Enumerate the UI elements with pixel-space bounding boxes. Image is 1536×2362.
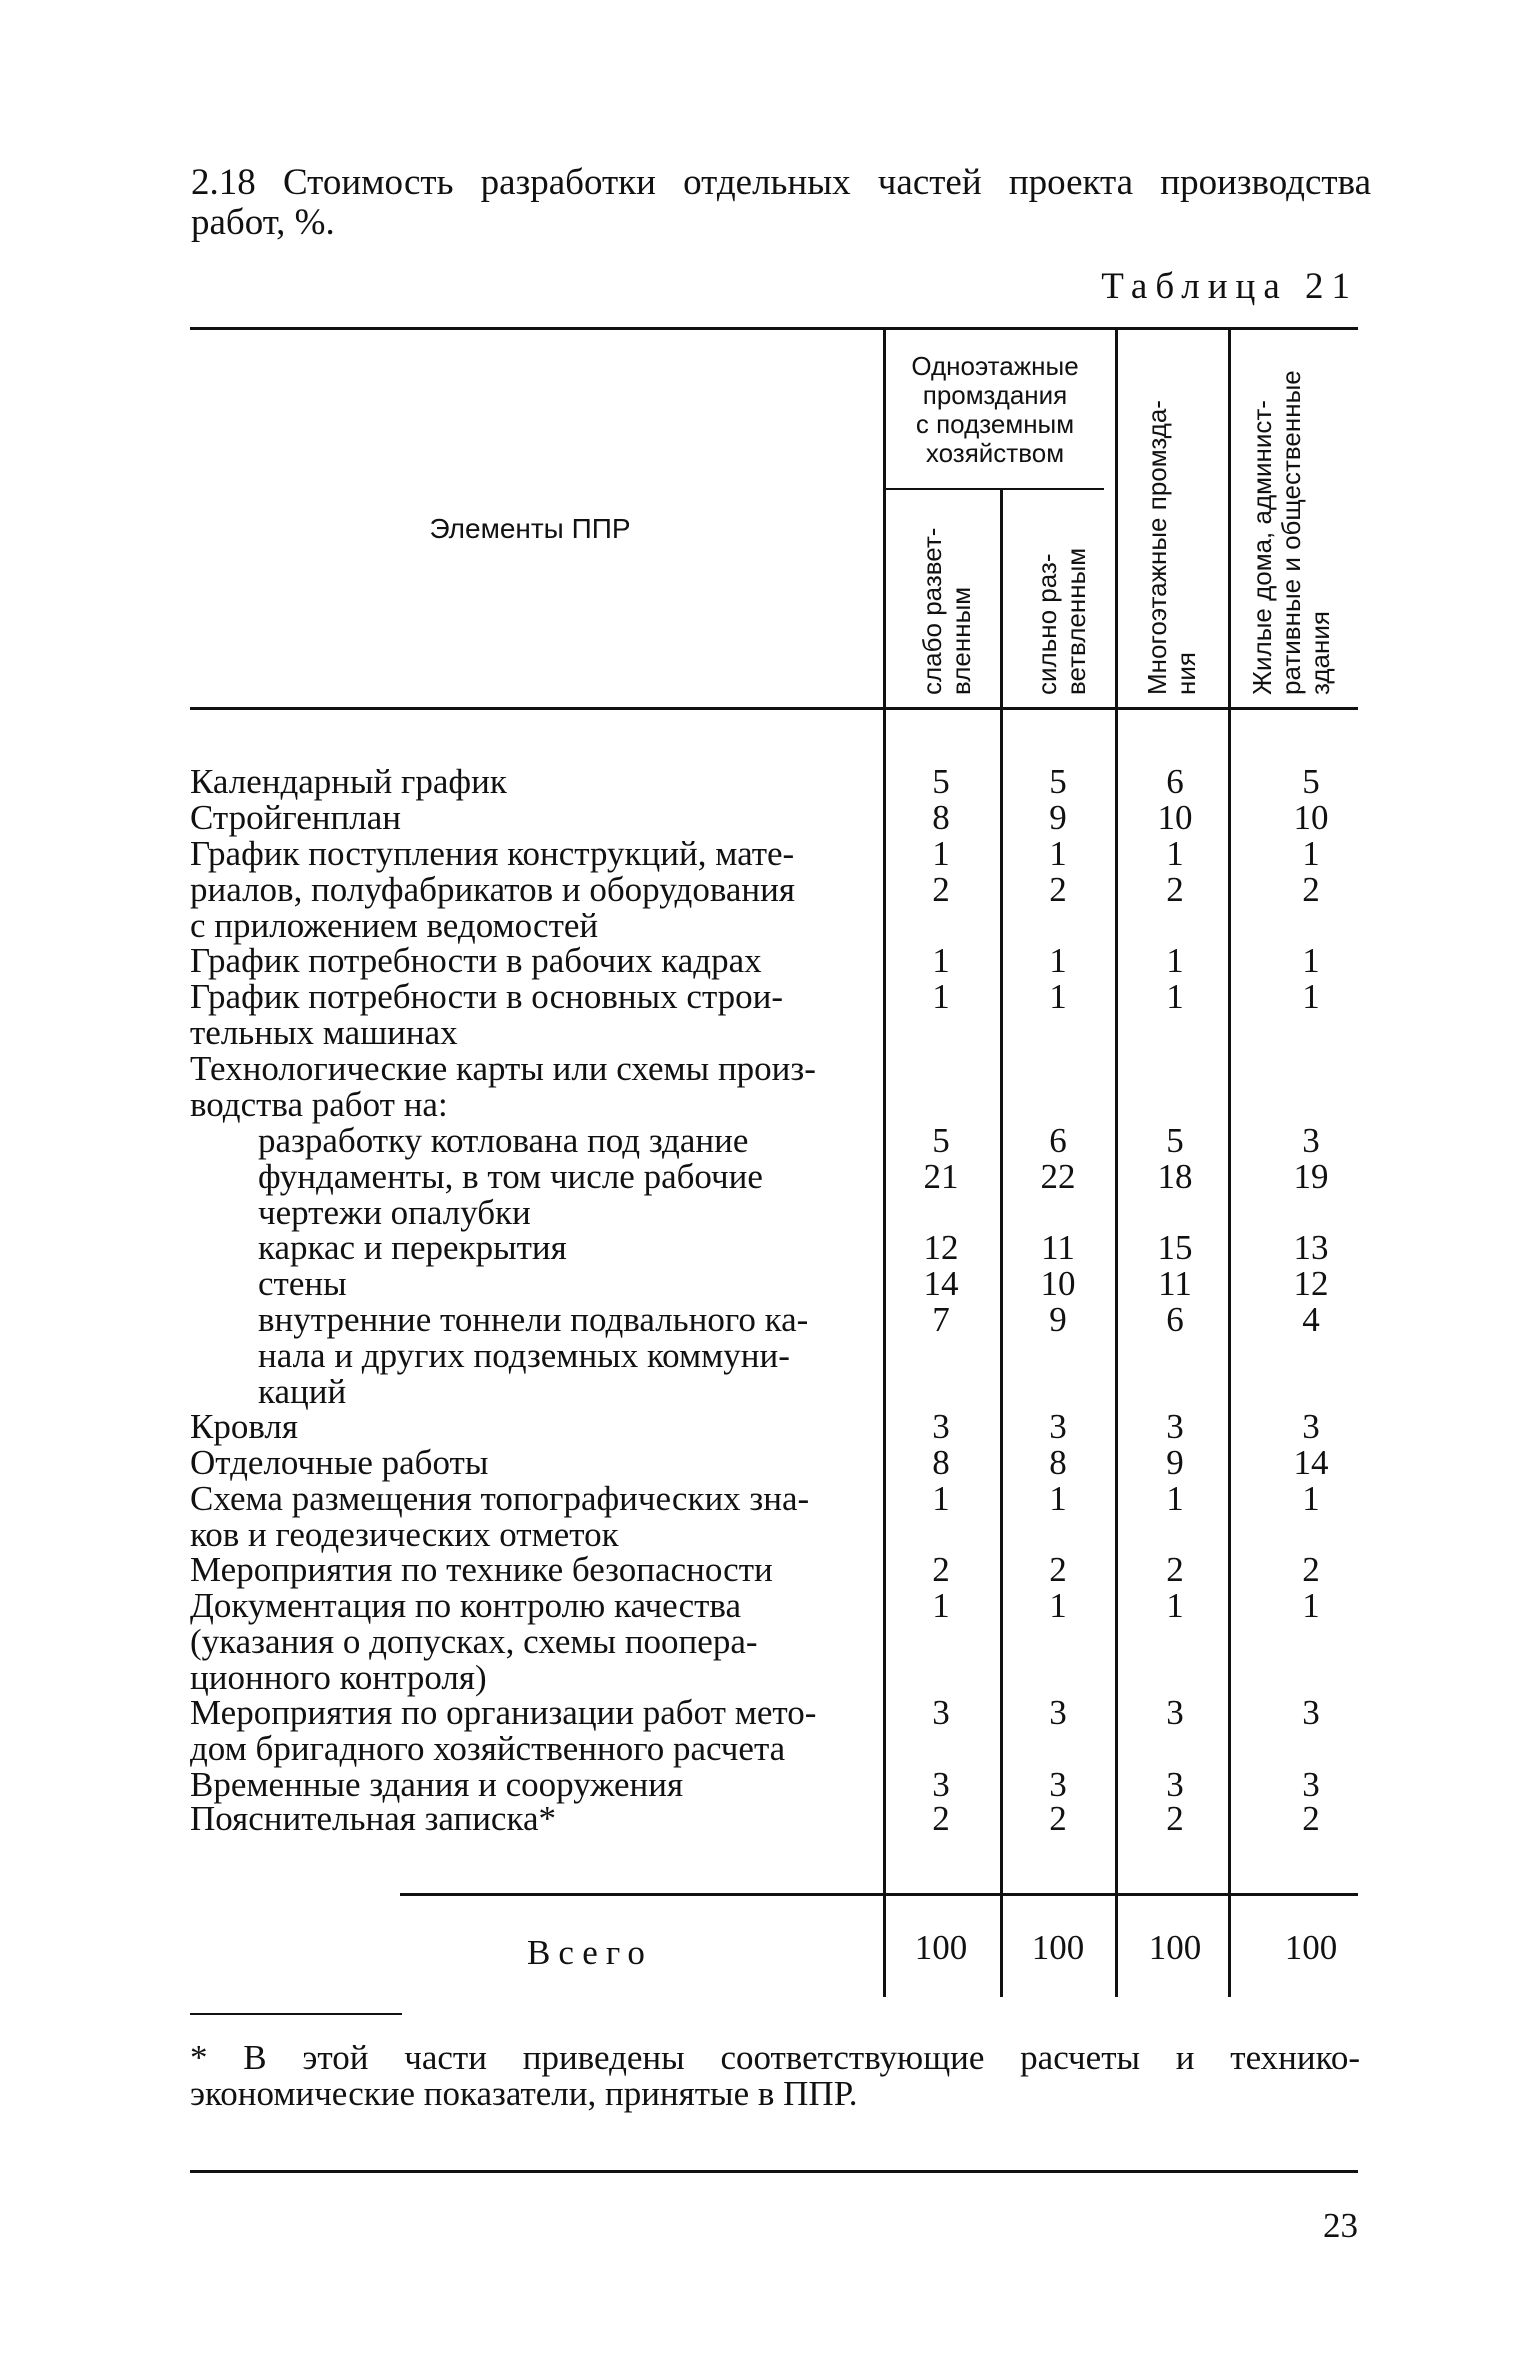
header-col4: Жилые дома, админист- ративные и общественные здания (1247, 370, 1335, 695)
cell: 11 (1158, 1264, 1192, 1303)
cell: 3 (932, 1407, 950, 1446)
cell: 1 (1166, 941, 1184, 980)
footnote-rule (190, 2013, 402, 2015)
cell: 8 (932, 798, 950, 837)
cell: 2 (1302, 1799, 1320, 1838)
cell: 10 (1293, 798, 1329, 837)
cell: 7 (932, 1300, 950, 1339)
cell: 2 (1166, 870, 1184, 909)
cell: 5 (932, 1121, 950, 1160)
table-row: Временные здания и сооружения (190, 1765, 684, 1804)
cell: 3 (932, 1765, 950, 1804)
cell: 1 (1049, 941, 1067, 980)
cell: 11 (1041, 1228, 1075, 1267)
cell: 1 (932, 1586, 950, 1625)
cell: 2 (1166, 1550, 1184, 1589)
table-row: Календарный график (190, 762, 507, 801)
cell: 1 (1049, 977, 1067, 1016)
cell: 3 (1049, 1693, 1067, 1732)
col-divider-3 (1115, 330, 1118, 1997)
page-bottom-rule (190, 2170, 1358, 2173)
table-row: Технологические карты или схемы произ- водства работ на: (190, 1049, 816, 1124)
header-sub1: слабо развет- вленным (917, 527, 976, 695)
cell: 14 (923, 1264, 959, 1303)
table-top-rule (190, 327, 1358, 330)
cell: 5 (1049, 762, 1067, 801)
cell: 1 (1302, 1479, 1320, 1518)
cell: 1 (1166, 1479, 1184, 1518)
total-label: Всего (527, 1933, 653, 1972)
total-cell: 100 (914, 1928, 968, 1967)
table-caption: Таблица 21 (1101, 266, 1358, 307)
cell: 2 (1049, 1799, 1067, 1838)
table-row: Документация по контролю качества (указания о допусках, схемы поопера- ционного контроля) (190, 1586, 758, 1697)
cell: 1 (1049, 1479, 1067, 1518)
footnote: * В этой части приведены соответствующие расчеты и технико-экономические показатели, принятые в ППР. (190, 2038, 1360, 2113)
table-row: Мероприятия по организации работ мето- дом бригадного хозяйственного расчета (190, 1693, 817, 1768)
cell: 1 (932, 941, 950, 980)
table-row: Кровля (190, 1407, 298, 1446)
cell: 2 (1302, 1550, 1320, 1589)
cell: 3 (1166, 1693, 1184, 1732)
cell: 8 (932, 1443, 950, 1482)
cell: 1 (1302, 834, 1320, 873)
cell: 1 (1302, 1586, 1320, 1625)
table-row: Мероприятия по технике безопасности (190, 1550, 773, 1589)
cell: 6 (1166, 762, 1184, 801)
table-row: График поступления конструкций, мате- риалов, полуфабрикатов и оборудования с приложением ведомостей (190, 834, 795, 945)
group-underline (886, 488, 1104, 490)
cell: 12 (923, 1228, 959, 1267)
cell: 8 (1049, 1443, 1067, 1482)
cell: 2 (1049, 870, 1067, 909)
cell: 2 (1049, 1550, 1067, 1589)
cell: 13 (1293, 1228, 1329, 1267)
cell: 10 (1040, 1264, 1076, 1303)
cell: 1 (1049, 1586, 1067, 1625)
cell: 1 (1049, 834, 1067, 873)
table-row: каркас и перекрытия (258, 1228, 567, 1267)
cell: 6 (1049, 1121, 1067, 1160)
cell: 4 (1302, 1300, 1320, 1339)
cell: 2 (1302, 870, 1320, 909)
cell: 2 (932, 870, 950, 909)
table-row: График потребности в основных строи- тельных машинах (190, 977, 784, 1052)
total-cell: 100 (1031, 1928, 1085, 1967)
cell: 5 (932, 762, 950, 801)
cell: 9 (1049, 798, 1067, 837)
table-row: Схема размещения топографических зна- ков и геодезических отметок (190, 1479, 810, 1554)
table-row: фундаменты, в том числе рабочие чертежи опалубки (258, 1157, 763, 1232)
cell: 15 (1157, 1228, 1193, 1267)
cell: 10 (1157, 798, 1193, 837)
section-heading-cont: работ, %. (191, 202, 335, 243)
table-row: Отделочные работы (190, 1443, 489, 1482)
cell: 1 (1166, 1586, 1184, 1625)
cell: 3 (932, 1693, 950, 1732)
header-sub2: сильно раз- ветвленным (1032, 547, 1091, 695)
cell: 21 (923, 1157, 959, 1196)
total-cell: 100 (1284, 1928, 1338, 1967)
cell: 1 (932, 1479, 950, 1518)
cell: 9 (1049, 1300, 1067, 1339)
total-top-rule (400, 1893, 1358, 1896)
table-row: График потребности в рабочих кадрах (190, 941, 762, 980)
cell: 3 (1166, 1765, 1184, 1804)
cell: 12 (1293, 1264, 1329, 1303)
cell: 19 (1293, 1157, 1329, 1196)
header-col3: Многоэтажные промзда- ния (1142, 400, 1201, 695)
cell: 22 (1040, 1157, 1076, 1196)
table-row: Стройгенплан (190, 798, 401, 837)
cell: 9 (1166, 1443, 1184, 1482)
page-number: 23 (1323, 2206, 1358, 2245)
table-row: Пояснительная записка* (190, 1799, 556, 1838)
cell: 1 (1302, 941, 1320, 980)
cell: 2 (1166, 1799, 1184, 1838)
cell: 1 (1302, 977, 1320, 1016)
table-row: внутренние тоннели подвального ка- нала и других подземных коммуни- каций (258, 1300, 809, 1411)
cell: 3 (1166, 1407, 1184, 1446)
cell: 3 (1049, 1765, 1067, 1804)
cell: 3 (1302, 1407, 1320, 1446)
cell: 1 (932, 977, 950, 1016)
cell: 2 (932, 1799, 950, 1838)
cell: 6 (1166, 1300, 1184, 1339)
cell: 3 (1302, 1693, 1320, 1732)
cell: 3 (1302, 1121, 1320, 1160)
table-row: разработку котлована под здание (258, 1121, 749, 1160)
total-cell: 100 (1148, 1928, 1202, 1967)
cell: 1 (1166, 977, 1184, 1016)
table-row: стены (258, 1264, 347, 1303)
header-group: Одноэтажные промздания с подземным хозяйством (911, 351, 1079, 468)
header-elements: Элементы ППР (429, 513, 631, 544)
cell: 14 (1293, 1443, 1329, 1482)
cell: 3 (1302, 1765, 1320, 1804)
cell: 1 (1166, 834, 1184, 873)
cell: 1 (932, 834, 950, 873)
header-bottom-rule (190, 707, 1358, 710)
section-heading: 2.18 Стоимость разработки отдельных частей проекта производства (191, 162, 1371, 203)
cell: 3 (1049, 1407, 1067, 1446)
cell: 5 (1166, 1121, 1184, 1160)
cell: 2 (932, 1550, 950, 1589)
cell: 5 (1302, 762, 1320, 801)
cell: 18 (1157, 1157, 1193, 1196)
